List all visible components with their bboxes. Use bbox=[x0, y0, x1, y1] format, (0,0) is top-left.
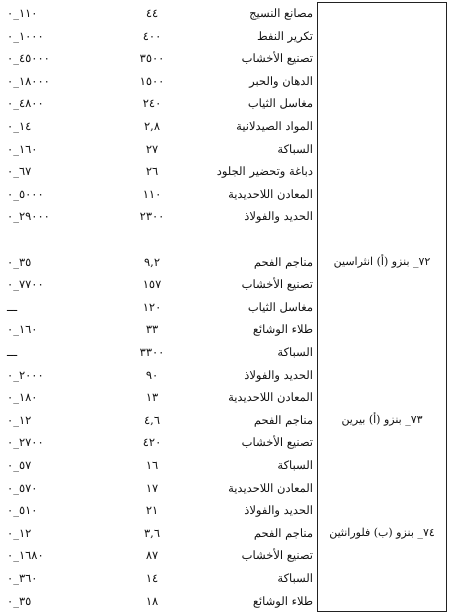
table-row bbox=[7, 205, 447, 228]
plant-count-cell: ٩,٢ bbox=[143, 254, 160, 269]
chemical-name-cell bbox=[319, 25, 445, 48]
emission-range-cell: ٢٧٠٠_٠ bbox=[7, 435, 44, 450]
industry-name-cell: الحديد والفولاذ bbox=[244, 367, 313, 382]
emission-range-cell: ٦٧_٠ bbox=[7, 164, 32, 179]
chemical-name-cell bbox=[319, 364, 445, 387]
table-row bbox=[7, 522, 447, 545]
plant-count-cell: ١١٠ bbox=[142, 186, 162, 201]
emission-range-cell: ١٨٠_٠ bbox=[7, 390, 38, 405]
table-row bbox=[7, 92, 447, 115]
industry-name-cell: المعادن اللاحديدية bbox=[228, 186, 313, 201]
industry-name-cell: مغاسل الثياب bbox=[247, 299, 313, 314]
plant-count-cell: ٢٣٠٠ bbox=[139, 209, 165, 224]
table-row bbox=[7, 431, 447, 454]
plant-count-cell: ١٥٠٠ bbox=[139, 73, 165, 88]
emission-range-cell: ١٦٠_٠ bbox=[7, 322, 38, 337]
emission-range-cell: ١٦٠_٠ bbox=[7, 141, 38, 156]
emission-range-cell: ١٢_٠ bbox=[7, 525, 32, 540]
plant-count-cell: ٢٦ bbox=[145, 164, 159, 179]
plant-count-cell: ١٨ bbox=[145, 593, 159, 608]
chemical-name-cell: ٧٤_ بنزو (ب) فلورانثين bbox=[329, 525, 435, 539]
industry-name-cell: السباكة bbox=[277, 141, 313, 156]
table-row bbox=[7, 364, 447, 387]
industry-name-cell: الحديد والفولاذ bbox=[244, 209, 313, 224]
emission-range-cell: ـــ bbox=[7, 299, 18, 314]
chemical-name-cell bbox=[319, 92, 445, 115]
table-row bbox=[7, 251, 447, 274]
plant-count-cell: ٢٤٠ bbox=[142, 96, 162, 111]
chemical-name-cell: ٧٢_ بنزو (أ) انثراسين bbox=[333, 254, 431, 268]
plant-count-cell bbox=[117, 228, 187, 251]
emission-range-cell: ١١٠_٠ bbox=[7, 6, 38, 20]
plant-count-cell: ١٦ bbox=[145, 458, 159, 472]
emission-range-cell: ـــ bbox=[7, 345, 18, 359]
industry-name-cell: تصنيع الأخشاب bbox=[241, 51, 313, 66]
industry-name-cell: المواد الصيدلانية bbox=[236, 119, 313, 133]
plant-count-cell: ٣٣ bbox=[145, 322, 159, 337]
chemical-name-cell bbox=[319, 318, 445, 341]
industry-name-cell: الدهان والحبر bbox=[249, 73, 313, 88]
plant-count-cell: ٩٠ bbox=[145, 367, 159, 382]
plant-count-cell: ١٣ bbox=[145, 390, 159, 405]
chemical-name-cell bbox=[319, 273, 445, 296]
chemical-name-cell bbox=[319, 454, 445, 477]
chemical-name-cell bbox=[319, 341, 445, 364]
emission-range-cell bbox=[7, 228, 107, 251]
emissions-table bbox=[7, 2, 447, 612]
industry-name-cell: المعادن اللاحديدية bbox=[228, 480, 313, 495]
emission-range-cell: ٢٠٠٠_٠ bbox=[7, 367, 44, 382]
table-row bbox=[7, 318, 447, 341]
plant-count-cell: ٢,٨ bbox=[143, 119, 160, 133]
plant-count-cell: ٣٥٠٠ bbox=[139, 51, 165, 66]
industry-name-cell: الحديد والفولاذ bbox=[244, 503, 313, 518]
table-row bbox=[7, 160, 447, 183]
table-row bbox=[7, 409, 447, 432]
emission-range-cell: ٧٧٠٠_٠ bbox=[7, 277, 44, 292]
chemical-name-cell bbox=[319, 477, 445, 500]
industry-name-cell: طلاء الوشائع bbox=[252, 593, 313, 608]
industry-name-cell bbox=[205, 228, 313, 251]
plant-count-cell: ٣,٦ bbox=[143, 525, 160, 540]
chemical-name-cell bbox=[319, 183, 445, 206]
table-row bbox=[7, 477, 447, 500]
emission-range-cell: ٢٩٠٠٠_٠ bbox=[7, 209, 50, 224]
table-row bbox=[7, 228, 447, 251]
industry-name-cell: مناجم الفحم bbox=[253, 525, 313, 540]
industry-name-cell: طلاء الوشائع bbox=[252, 322, 313, 337]
table-row bbox=[7, 567, 447, 590]
table-row bbox=[7, 70, 447, 93]
industry-name-cell: مناجم الفحم bbox=[253, 254, 313, 269]
table-row bbox=[7, 183, 447, 206]
chemical-name-cell bbox=[319, 70, 445, 93]
plant-count-cell: ١٥٧ bbox=[142, 277, 162, 292]
plant-count-cell: ٤٤ bbox=[145, 6, 159, 20]
chemical-name-cell: ٧٣_ بنزو (أ) بيرين bbox=[341, 412, 423, 426]
industry-name-cell: السباكة bbox=[277, 345, 313, 359]
industry-name-cell: دباغة وتحضير الجلود bbox=[216, 164, 313, 179]
chemical-name-cell bbox=[319, 567, 445, 590]
plant-count-cell: ٨٧ bbox=[145, 548, 159, 563]
plant-count-cell: ٤٠٠ bbox=[142, 28, 162, 43]
chemical-name-cell bbox=[319, 431, 445, 454]
plant-count-cell: ٤,٦ bbox=[143, 412, 160, 427]
plant-count-cell: ٤٢٠ bbox=[142, 435, 162, 450]
plant-count-cell: ١٧ bbox=[145, 480, 159, 495]
table-row bbox=[7, 386, 447, 409]
table-row bbox=[7, 296, 447, 319]
emission-range-cell: ١٦٨٠_٠ bbox=[7, 548, 44, 563]
emission-range-cell: ٣٥_٠ bbox=[7, 593, 32, 608]
table-row bbox=[7, 2, 447, 25]
chemical-name-cell bbox=[319, 115, 445, 138]
chemical-name-cell bbox=[319, 296, 445, 319]
chemical-name-cell bbox=[319, 47, 445, 70]
chemical-name-cell bbox=[319, 228, 445, 251]
emission-range-cell: ١٠٠٠_٠ bbox=[7, 28, 44, 43]
emission-range-cell: ٥٧_٠ bbox=[7, 458, 32, 472]
emission-range-cell: ٥١٠_٠ bbox=[7, 503, 38, 518]
chemical-name-cell bbox=[319, 138, 445, 161]
chemical-name-cell bbox=[319, 499, 445, 522]
emission-range-cell: ٣٦٠_٠ bbox=[7, 571, 38, 585]
plant-count-cell: ٣٣٠٠ bbox=[139, 345, 165, 359]
table-row bbox=[7, 138, 447, 161]
table-row bbox=[7, 115, 447, 138]
emission-range-cell: ٣٥_٠ bbox=[7, 254, 32, 269]
table-row bbox=[7, 25, 447, 48]
plant-count-cell: ٢١ bbox=[145, 503, 159, 518]
chemical-name-cell bbox=[319, 590, 445, 613]
industry-name-cell: تصنيع الأخشاب bbox=[241, 435, 313, 450]
plant-count-cell: ٢٧ bbox=[145, 141, 159, 156]
industry-name-cell: السباكة bbox=[277, 571, 313, 585]
table-row bbox=[7, 499, 447, 522]
chemical-name-cell bbox=[319, 205, 445, 228]
emission-range-cell: ١٢_٠ bbox=[7, 412, 32, 427]
table-row bbox=[7, 454, 447, 477]
table-row bbox=[7, 273, 447, 296]
emission-range-cell: ١٤_٠ bbox=[7, 119, 32, 133]
industry-name-cell: مصانع النسيج bbox=[249, 6, 313, 20]
industry-name-cell: مناجم الفحم bbox=[253, 412, 313, 427]
emission-range-cell: ٤٥٠٠٠_٠ bbox=[7, 51, 50, 66]
plant-count-cell: ١٢٠ bbox=[142, 299, 162, 314]
table-row bbox=[7, 47, 447, 70]
chemical-name-cell bbox=[319, 2, 445, 25]
industry-name-cell: تصنيع الأخشاب bbox=[241, 277, 313, 292]
industry-name-cell: المعادن اللاحديدية bbox=[228, 390, 313, 405]
plant-count-cell: ١٤ bbox=[145, 571, 159, 585]
industry-name-cell: تكرير النفط bbox=[256, 28, 313, 43]
chemical-name-cell bbox=[319, 386, 445, 409]
chemical-name-cell bbox=[319, 160, 445, 183]
industry-name-cell: مغاسل الثياب bbox=[247, 96, 313, 111]
table-row bbox=[7, 544, 447, 567]
industry-name-cell: السباكة bbox=[277, 458, 313, 472]
emission-range-cell: ١٨٠٠٠_٠ bbox=[7, 73, 50, 88]
emission-range-cell: ٤٨٠٠_٠ bbox=[7, 96, 44, 111]
chemical-name-cell bbox=[319, 544, 445, 567]
table-row bbox=[7, 341, 447, 364]
emission-range-cell: ٥٧٠_٠ bbox=[7, 480, 38, 495]
table-row bbox=[7, 590, 447, 613]
industry-name-cell: تصنيع الأخشاب bbox=[241, 548, 313, 563]
emission-range-cell: ٥٠٠٠_٠ bbox=[7, 186, 44, 201]
